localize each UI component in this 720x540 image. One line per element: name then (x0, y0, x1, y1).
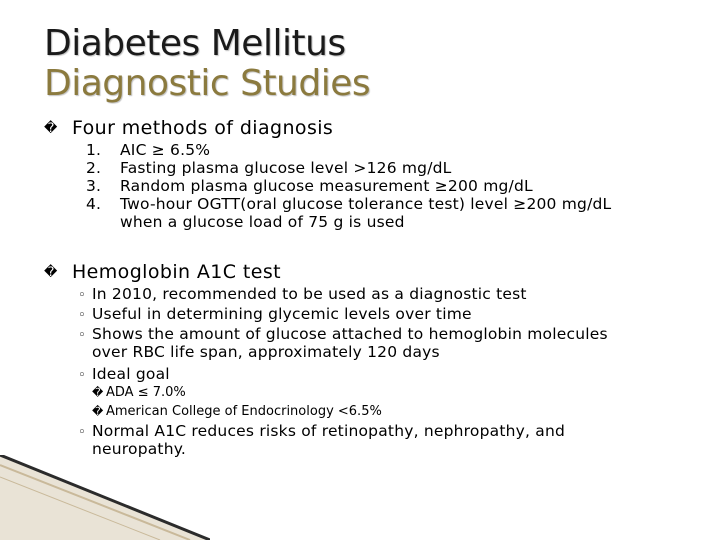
list-text: Two-hour OGTT(oral glucose tolerance test) level ≥200 mg/dL (120, 195, 612, 213)
list-text: AIC ≥ 6.5% (120, 141, 211, 159)
list-text: Random plasma glucose measurement ≥200 mg/dL (120, 177, 533, 195)
list-item (86, 159, 716, 177)
goal-text: American College of Endocrinology <6.5% (106, 404, 382, 419)
list-number: 3. (86, 177, 102, 195)
list-number: 4. (86, 195, 102, 213)
sub-bullet-text: In 2010, recommended to be used as a diagnostic test (92, 285, 527, 303)
list-item (86, 195, 716, 213)
circle-bullet-icon: ◦ (78, 368, 86, 383)
square-bullet-icon: � (92, 386, 104, 399)
list-item-continuation (86, 213, 716, 231)
list-text: Fasting plasma glucose level >126 mg/dL (120, 159, 452, 177)
circle-bullet-icon: ◦ (78, 425, 86, 440)
goal-item (92, 404, 382, 420)
square-bullet-icon: � (92, 405, 104, 418)
sub-bullet-text: neuropathy. (92, 440, 187, 458)
sub-bullet-text: Ideal goal (92, 365, 170, 383)
sub-bullet-text: Shows the amount of glucose attached to hemoglobin molecules (92, 325, 608, 343)
square-bullet-icon: � (44, 265, 58, 280)
section2-heading-row (44, 261, 281, 284)
sub-bullet-item (78, 285, 527, 305)
square-bullet-icon: � (44, 121, 58, 136)
section1-heading: Four methods of diagnosis (72, 117, 334, 139)
sub-bullet-text: Useful in determining glycemic levels over time (92, 305, 472, 323)
list-text: when a glucose load of 75 g is used (120, 213, 405, 231)
section1-heading-row (44, 117, 333, 140)
diagnosis-methods-list (86, 141, 716, 231)
slide-title-line2: Diagnostic Studies (44, 63, 371, 104)
sub-bullet-item (78, 422, 565, 442)
goal-item (92, 385, 186, 401)
section2-heading: Hemoglobin A1C test (72, 261, 281, 283)
sub-bullet-item (78, 365, 170, 385)
sub-bullet-item (78, 325, 608, 345)
sub-bullet-text: Normal A1C reduces risks of retinopathy, nephropathy, and (92, 422, 566, 440)
sub-bullet-continuation (92, 343, 440, 361)
circle-bullet-icon: ◦ (78, 328, 86, 343)
goal-text: ADA ≤ 7.0% (106, 385, 186, 400)
list-number: 1. (86, 141, 102, 159)
list-item (86, 177, 716, 195)
circle-bullet-icon: ◦ (78, 308, 86, 323)
list-number: 2. (86, 159, 102, 177)
decorative-corner-shape (0, 455, 210, 540)
sub-bullet-item (78, 305, 472, 325)
circle-bullet-icon: ◦ (78, 288, 86, 303)
list-item (86, 141, 716, 159)
slide-title-line1: Diabetes Mellitus (44, 23, 346, 64)
sub-bullet-text: over RBC life span, approximately 120 days (92, 343, 440, 361)
